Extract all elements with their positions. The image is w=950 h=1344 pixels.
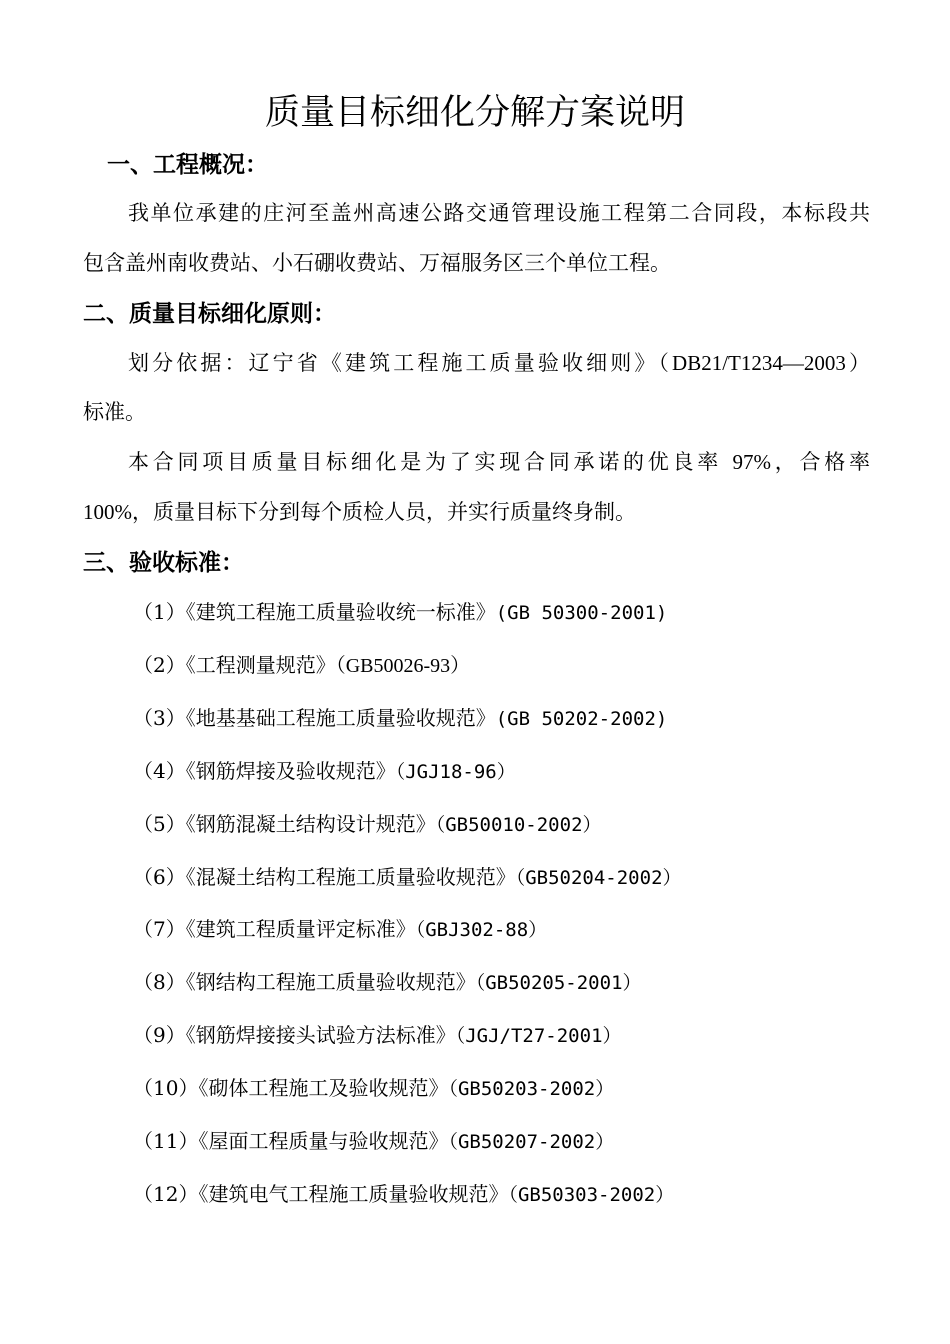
goal-text-rest: ，质量目标下分到每个质检人员，并实行质量终身制。 (132, 500, 636, 524)
standard-number: （8） (133, 970, 186, 994)
standard-title: 《砌体工程施工及验收规范》 (198, 1076, 449, 1100)
standard-item (133, 702, 667, 734)
standard-item (133, 596, 667, 628)
standard-number: （10） (133, 1076, 199, 1100)
standard-code: （GB50026-93） (335, 655, 471, 677)
basis-code: DB21/T1234—2003 (672, 351, 846, 375)
standard-code: （GB50010-2002） (435, 814, 602, 836)
overview-line-1: 我单位承建的庄河至盖州高速公路交通管理设施工程第二合同段，本标段共 (128, 201, 870, 225)
standard-title: 《钢筋混凝土结构设计规范》 (185, 812, 436, 836)
standard-code: （GB50204-2002） (515, 867, 682, 889)
standard-number: （12） (133, 1182, 199, 1206)
standard-code: (GB 50300-2001) (495, 602, 668, 624)
standard-code: （GB50303-2002） (508, 1184, 675, 1206)
standard-code: （GBJ302-88） (415, 919, 548, 941)
standard-item (133, 966, 642, 998)
document-title: 质量目标细化分解方案说明 (264, 93, 685, 133)
standard-title: 《工程测量规范》 (185, 653, 336, 677)
overview-line-2: 包含盖州南收费站、小石硼收费站、万福服务区三个单位工程。 (83, 251, 671, 275)
standard-number: （4） (133, 759, 186, 783)
goal-excellent-rate: 97% (732, 450, 771, 474)
standard-title: 《建筑工程质量评定标准》 (185, 917, 416, 941)
standard-title: 《钢结构工程施工质量验收规范》 (185, 970, 476, 994)
standard-code: （GB50207-2002） (448, 1131, 615, 1153)
standard-title: 《建筑电气工程施工质量验收规范》 (198, 1182, 509, 1206)
standard-number: （6） (133, 865, 186, 889)
standard-item (133, 913, 547, 945)
standard-item (133, 649, 470, 681)
standard-number: （5） (133, 812, 186, 836)
standard-title: 《钢筋焊接及验收规范》 (185, 759, 396, 783)
standard-number: （1） (133, 600, 186, 624)
goal-line-2 (83, 495, 636, 529)
standard-number: （3） (133, 706, 186, 730)
standard-code: (GB 50202-2002) (495, 708, 668, 730)
standard-number: （9） (133, 1023, 186, 1047)
standard-item (133, 1178, 674, 1210)
standard-code: （JGJ18-96） (395, 761, 516, 783)
section-heading-standards: 三、验收标准： (83, 550, 244, 576)
standard-title: 《建筑工程施工质量验收统一标准》 (185, 600, 496, 624)
standard-code: （JGJ/T27-2001） (455, 1025, 622, 1047)
basis-suffix: ） (845, 351, 871, 375)
standard-number: （11） (133, 1129, 199, 1153)
section-heading-principles: 二、质量目标细化原则： (83, 301, 336, 327)
standard-title: 《混凝土结构工程施工质量验收规范》 (185, 865, 516, 889)
standard-code: （GB50203-2002） (448, 1078, 615, 1100)
standard-number: （7） (133, 917, 186, 941)
basis-line-2: 标准。 (83, 400, 146, 424)
standard-item (133, 808, 602, 840)
standard-title: 《地基基础工程施工质量验收规范》 (185, 706, 496, 730)
standard-code: （GB50205-2001） (475, 972, 642, 994)
standard-item (133, 861, 682, 893)
basis-prefix: 划分依据：辽宁省《建筑工程施工质量验收细则》（ (128, 351, 673, 375)
basis-line-1 (128, 346, 870, 380)
standard-item (133, 1072, 614, 1104)
goal-text-mid: ，合格率 (771, 450, 871, 474)
goal-pass-rate: 100% (83, 500, 132, 524)
standard-item (133, 1125, 614, 1157)
section-heading-overview: 一、工程概况： (107, 152, 268, 178)
standard-item (133, 755, 516, 787)
goal-text: 本合同项目质量目标细化是为了实现合同承诺的优良率 (128, 450, 723, 474)
standard-number: （2） (133, 653, 186, 677)
standard-title: 《钢筋焊接接头试验方法标准》 (185, 1023, 456, 1047)
goal-line-1 (128, 445, 870, 479)
standard-item (133, 1019, 622, 1051)
standard-title: 《屋面工程质量与验收规范》 (198, 1129, 449, 1153)
